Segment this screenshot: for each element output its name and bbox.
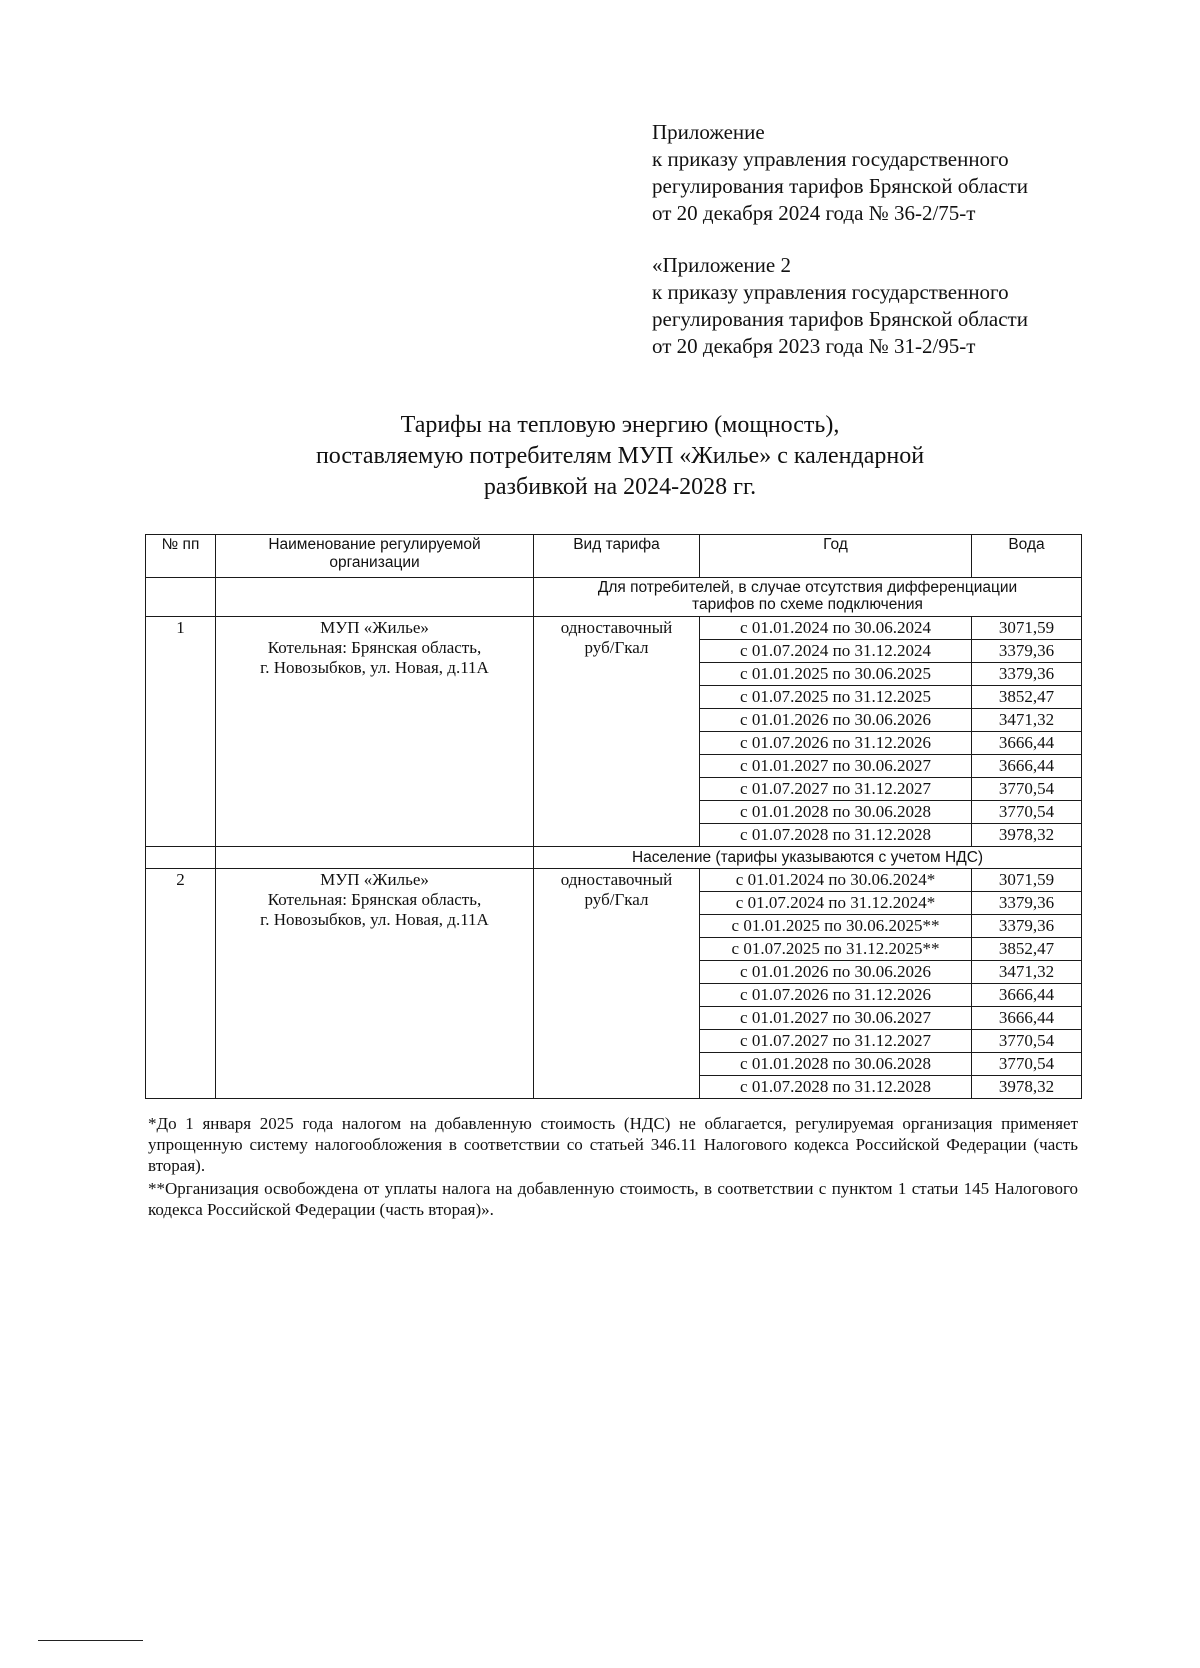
title-line: разбивкой на 2024-2028 гг. — [483, 474, 757, 500]
appendix-reference-original — [652, 252, 1028, 360]
tariff-value: 3471,32 — [972, 709, 1082, 732]
period-cell: с 01.01.2026 по 30.06.2026 — [700, 961, 972, 984]
header-water: Вода — [972, 535, 1082, 578]
period-cell: с 01.07.2024 по 31.12.2024* — [700, 892, 972, 915]
period-cell: с 01.07.2025 по 31.12.2025 — [700, 686, 972, 709]
period-cell: с 01.07.2026 по 31.12.2026 — [700, 984, 972, 1007]
period-cell: с 01.01.2028 по 30.06.2028 — [700, 801, 972, 824]
tariff-kind: одноставочный — [560, 870, 673, 889]
appendix-line: к приказу управления государственного — [652, 280, 1009, 304]
org-name: МУП «Жилье» — [320, 618, 429, 637]
tariff-value: 3379,36 — [972, 915, 1082, 938]
period-cell: с 01.07.2026 по 31.12.2026 — [700, 732, 972, 755]
group-subheader: Население (тарифы указываются с учетом НДС) — [534, 847, 1082, 869]
tariff-value: 3071,59 — [972, 869, 1082, 892]
tariff-value: 3770,54 — [972, 801, 1082, 824]
period-cell: с 01.07.2025 по 31.12.2025** — [700, 938, 972, 961]
empty-cell — [216, 847, 534, 869]
group-subheader-row — [146, 847, 1082, 869]
appendix-line: регулирования тарифов Брянской области — [652, 307, 1028, 331]
org-name: МУП «Жилье» — [320, 870, 429, 889]
group-subheader — [534, 578, 1082, 617]
period-cell: с 01.07.2027 по 31.12.2027 — [700, 778, 972, 801]
period-cell: с 01.01.2025 по 30.06.2025** — [700, 915, 972, 938]
period-cell: с 01.07.2028 по 31.12.2028 — [700, 824, 972, 847]
tariff-value: 3852,47 — [972, 686, 1082, 709]
title-line: Тарифы на тепловую энергию (мощность), — [400, 412, 840, 438]
header-year: Год — [700, 535, 972, 578]
org-address: Котельная: Брянская область, — [267, 890, 482, 909]
header-org-line: организации — [329, 554, 420, 571]
empty-cell — [216, 578, 534, 617]
tariff-table — [145, 534, 1082, 1099]
footnotes — [148, 1113, 1078, 1222]
title-line: поставляемую потребителям МУП «Жилье» с календарной — [315, 443, 925, 469]
footnote-single-star: *До 1 января 2025 года налогом на добавленную стоимость (НДС) не облагается, регулируемая организация применяет упрощенную систему налогообложения в соответствии со статьей 346.11 Налогового кодекса Российской Федерации (часть вторая). — [148, 1114, 1078, 1175]
tariff-value: 3666,44 — [972, 755, 1082, 778]
tariff-value: 3379,36 — [972, 640, 1082, 663]
table-header-row — [146, 535, 1082, 578]
header-org-line: Наименование регулируемой — [268, 536, 481, 553]
header-num: № пп — [146, 535, 216, 578]
tariff-value: 3978,32 — [972, 1076, 1082, 1099]
appendix-line: регулирования тарифов Брянской области — [652, 174, 1028, 198]
period-cell: с 01.01.2026 по 30.06.2026 — [700, 709, 972, 732]
appendix-line: Приложение — [652, 120, 765, 144]
appendix-line: от 20 декабря 2024 года № 36-2/75-т — [652, 201, 976, 225]
header-tariff-kind: Вид тарифа — [534, 535, 700, 578]
tariff-value: 3978,32 — [972, 824, 1082, 847]
tariff-value: 3379,36 — [972, 892, 1082, 915]
period-cell: с 01.01.2024 по 30.06.2024 — [700, 617, 972, 640]
document-title — [150, 410, 1090, 503]
appendix-line: к приказу управления государственного — [652, 147, 1009, 171]
subheader-line: Для потребителей, в случае отсутствия дифференциации — [597, 579, 1018, 596]
tariff-value: 3770,54 — [972, 1053, 1082, 1076]
period-cell: с 01.07.2027 по 31.12.2027 — [700, 1030, 972, 1053]
appendix-line: «Приложение 2 — [652, 253, 791, 277]
row-number: 2 — [146, 869, 216, 1099]
period-cell: с 01.01.2028 по 30.06.2028 — [700, 1053, 972, 1076]
tariff-value: 3852,47 — [972, 938, 1082, 961]
tariff-value: 3770,54 — [972, 778, 1082, 801]
period-cell: с 01.01.2025 по 30.06.2025 — [700, 663, 972, 686]
period-cell: с 01.07.2028 по 31.12.2028 — [700, 1076, 972, 1099]
tariff-value: 3666,44 — [972, 984, 1082, 1007]
tariff-unit: руб/Гкал — [584, 890, 649, 909]
period-cell: с 01.01.2027 по 30.06.2027 — [700, 755, 972, 778]
table-row — [146, 869, 1082, 892]
appendix-line: от 20 декабря 2023 года № 31-2/95-т — [652, 334, 976, 358]
tariff-kind-cell — [534, 617, 700, 847]
table-row — [146, 617, 1082, 640]
empty-cell — [146, 578, 216, 617]
header-org — [216, 535, 534, 578]
tariff-value: 3770,54 — [972, 1030, 1082, 1053]
org-address: Котельная: Брянская область, — [267, 638, 482, 657]
footnote-separator-line — [38, 1640, 143, 1641]
tariff-unit: руб/Гкал — [584, 638, 649, 657]
tariff-kind: одноставочный — [560, 618, 673, 637]
tariff-value: 3666,44 — [972, 1007, 1082, 1030]
footnote-double-star: **Организация освобождена от уплаты налога на добавленную стоимость, в соответствии с пунктом 1 статьи 145 Налогового кодекса Российской Федерации (часть вторая)». — [148, 1179, 1078, 1219]
appendix-reference-current — [652, 119, 1028, 227]
organization-cell — [216, 617, 534, 847]
org-address: г. Новозыбков, ул. Новая, д.11А — [260, 658, 489, 677]
group-subheader-row — [146, 578, 1082, 617]
tariff-kind-cell — [534, 869, 700, 1099]
period-cell: с 01.01.2024 по 30.06.2024* — [700, 869, 972, 892]
tariff-value: 3071,59 — [972, 617, 1082, 640]
org-address: г. Новозыбков, ул. Новая, д.11А — [260, 910, 489, 929]
tariff-value: 3666,44 — [972, 732, 1082, 755]
tariff-value: 3379,36 — [972, 663, 1082, 686]
organization-cell — [216, 869, 534, 1099]
period-cell: с 01.07.2024 по 31.12.2024 — [700, 640, 972, 663]
empty-cell — [146, 847, 216, 869]
row-number: 1 — [146, 617, 216, 847]
subheader-line: тарифов по схеме подключения — [692, 596, 923, 613]
period-cell: с 01.01.2027 по 30.06.2027 — [700, 1007, 972, 1030]
tariff-value: 3471,32 — [972, 961, 1082, 984]
